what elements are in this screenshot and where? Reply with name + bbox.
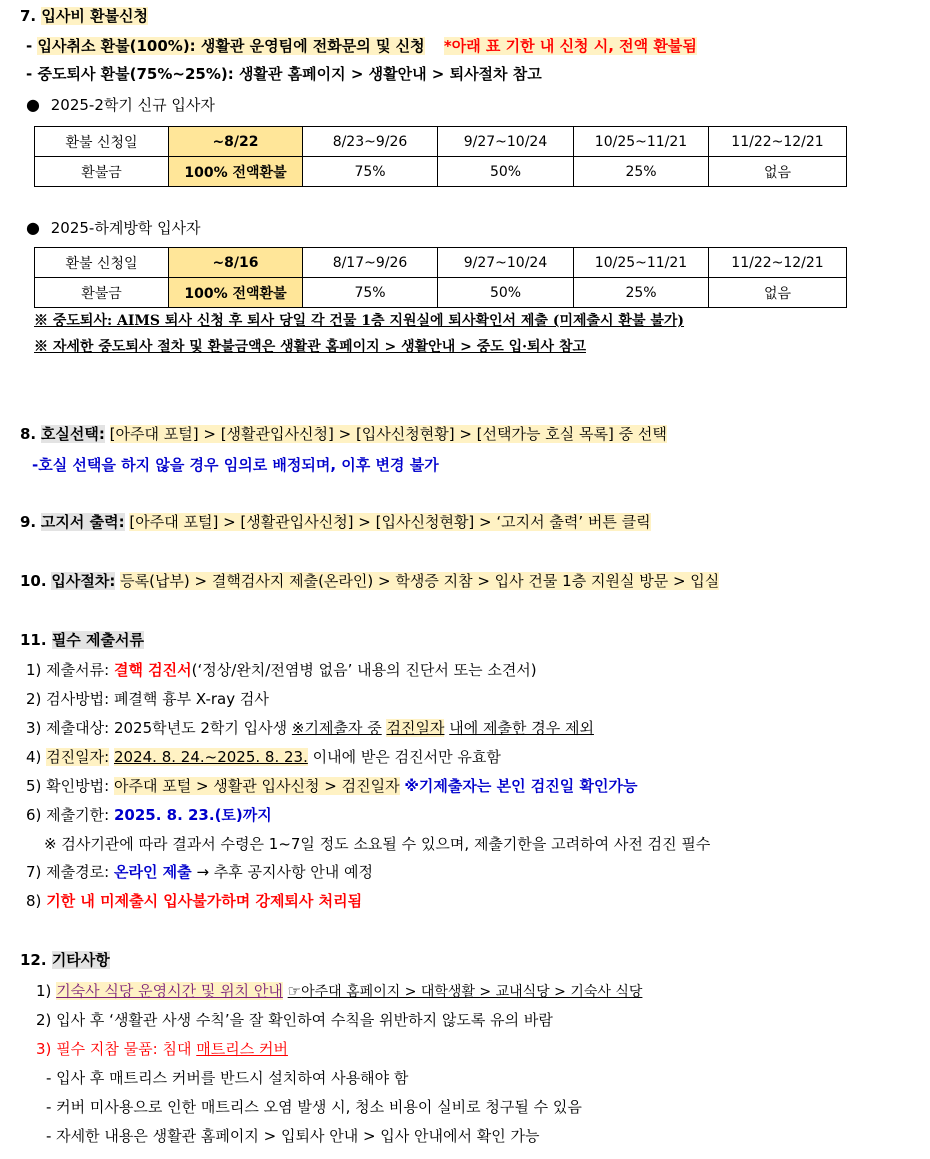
section-number: 12. xyxy=(20,951,47,969)
item-label: 7) 제출경로: xyxy=(26,863,110,881)
table-cell: 환불 신청일 xyxy=(35,248,169,278)
docs-item-8 xyxy=(26,891,362,911)
table-cell: 50% xyxy=(438,157,574,187)
table-cell: 25% xyxy=(574,157,709,187)
table-cell: 11/22~12/21 xyxy=(709,127,847,157)
table-cell: 9/27~10/24 xyxy=(438,248,574,278)
table-cell: 환불금 xyxy=(35,278,169,308)
section-10-heading xyxy=(20,571,719,591)
forced-exit-warning: 기한 내 미제출시 입사불가하며 강제퇴사 처리됨 xyxy=(46,892,363,910)
item-text: 이내에 받은 검진서만 유효함 xyxy=(312,748,501,766)
docs-item-4 xyxy=(26,747,501,767)
table1-caption xyxy=(26,95,215,115)
etc-detail-2: - 커버 미사용으로 인한 매트리스 오염 발생 시, 청소 비용이 실비로 청구될 수 있음 xyxy=(46,1098,582,1116)
docs-item-2: 2) 검사방법: 폐결핵 흉부 X-ray 검사 xyxy=(26,690,269,708)
table-row xyxy=(35,248,847,278)
deadline: 2025. 8. 23.(토)까지 xyxy=(113,806,272,824)
item-label: 3) xyxy=(36,1040,52,1058)
item-text: (‘정상/완치/전염병 없음’ 내용의 진단서 또는 소견서) xyxy=(191,661,537,679)
item-label: 3) 제출대상: 2025학년도 2학기 입사생 xyxy=(26,719,288,737)
midway-refund-line xyxy=(26,64,542,84)
item-label: 1) 제출서류: xyxy=(26,661,110,679)
table-cell: 없음 xyxy=(709,157,847,187)
item-text: 내에 제출한 경우 제외 xyxy=(449,719,594,737)
dash: - xyxy=(26,37,33,55)
refund-detail-note: ※ 자세한 중도퇴사 절차 및 환불금액은 생활관 홈페이지 > 생활안내 > 중도 입·퇴사 참고 xyxy=(34,339,586,355)
midway-refund-text: 중도퇴사 환불(75%~25%): 생활관 홈페이지 > 생활안내 > 퇴사절차 참고 xyxy=(37,65,542,83)
table-cell: 환불 신청일 xyxy=(35,127,169,157)
item-note: ※기제출자는 본인 검진일 확인가능 xyxy=(404,777,638,795)
item-highlight: 검진일자 xyxy=(386,719,445,737)
pointing-hand-icon: ☞ xyxy=(287,982,302,1000)
docs-item-7 xyxy=(26,862,373,882)
etc-item-2: 2) 입사 후 ‘생활관 사생 수칙’을 잘 확인하여 수칙을 위반하지 않도록 유의 바람 xyxy=(36,1011,553,1029)
dash: - xyxy=(26,65,33,83)
full-refund-note: *아래 표 기한 내 신청 시, 전액 환불됨 xyxy=(443,37,697,55)
bullet-icon: ● xyxy=(26,218,40,237)
item-highlight: 검진일자: xyxy=(46,748,110,766)
table-row xyxy=(35,157,847,187)
table-cell: 10/25~11/21 xyxy=(574,248,709,278)
etc-detail-1: - 입사 후 매트리스 커버를 반드시 설치하여 사용해야 함 xyxy=(46,1069,409,1087)
table-cell: 8/17~9/26 xyxy=(303,248,438,278)
table-cell: 환불금 xyxy=(35,157,169,187)
section-7-heading xyxy=(20,6,148,26)
room-select-note: -호실 선택을 하지 않을 경우 임의로 배정되며, 이후 변경 불가 xyxy=(32,456,439,474)
table-cell: 8/23~9/26 xyxy=(303,127,438,157)
section-title: 호실선택: xyxy=(40,425,105,443)
table-cell: ~8/16 xyxy=(169,248,303,278)
table-cell: 75% xyxy=(303,278,438,308)
table-cell: 100% 전액환불 xyxy=(169,157,303,187)
bullet-icon: ● xyxy=(26,95,40,114)
cafeteria-path: 아주대 홈페이지 > 대학생활 > 교내식당 > 기숙사 식당 xyxy=(301,984,643,1000)
item-highlight: 아주대 포털 > 생활관 입사신청 > 검진일자 xyxy=(113,777,400,795)
table2-caption-text: 2025-하계방학 입사자 xyxy=(50,219,201,237)
section-11-heading xyxy=(20,630,144,650)
etc-item-1 xyxy=(36,981,642,1002)
table-cell: 50% xyxy=(438,278,574,308)
submit-online: 온라인 제출 xyxy=(113,863,192,881)
cancel-refund-text: 입사취소 환불(100%): 생활관 운영팀에 전화문의 및 신청 xyxy=(37,37,425,55)
section-title: 필수 제출서류 xyxy=(51,631,144,649)
section-12-heading xyxy=(20,950,110,970)
item-label: 6) 제출기한: xyxy=(26,806,110,824)
item-label: 5) 확인방법: xyxy=(26,777,110,795)
check-in-path: 등록(납부) > 결핵검사지 제출(온라인) > 학생증 지참 > 입사 건물 1층 지원실 방문 > 입실 xyxy=(120,572,720,590)
table-cell: 11/22~12/21 xyxy=(709,248,847,278)
table-cell: 75% xyxy=(303,157,438,187)
docs-item-6-note: ※ 검사기관에 따라 결과서 수령은 1~7일 정도 소요될 수 있으며, 제출기한을 고려하여 사전 검진 필수 xyxy=(44,835,711,853)
docs-item-6 xyxy=(26,805,272,825)
section-title: 기타사항 xyxy=(51,951,110,969)
table-row xyxy=(35,127,847,157)
table-cell: ~8/22 xyxy=(169,127,303,157)
midway-exit-note: ※ 중도퇴사: AIMS 퇴사 신청 후 퇴사 당일 각 건물 1층 지원실에 퇴사확인서 제출 (미제출시 환불 불가) xyxy=(34,313,685,329)
refund-table-fall xyxy=(34,126,847,187)
section-number: 7. xyxy=(20,7,37,25)
table-cell: 25% xyxy=(574,278,709,308)
section-number: 8. xyxy=(20,425,37,443)
section-title: 입사비 환불신청 xyxy=(41,7,149,25)
etc-detail-3: - 자세한 내용은 생활관 홈페이지 > 입퇴사 안내 > 입사 안내에서 확인 가능 xyxy=(46,1127,540,1145)
room-select-path: [아주대 포털] > [생활관입사신청] > [입사신청현황] > [선택가능 호실 목록] 중 선택 xyxy=(109,425,667,443)
item-text: ※기제출자 중 xyxy=(291,719,382,737)
cancel-refund-line xyxy=(26,36,697,56)
item-label: 8) xyxy=(26,892,42,910)
section-title: 입사절차: xyxy=(51,572,116,590)
table-row xyxy=(35,278,847,308)
table2-caption xyxy=(26,218,201,238)
docs-item-1 xyxy=(26,660,537,680)
table1-caption-text: 2025-2학기 신규 입사자 xyxy=(50,96,215,114)
section-9-heading xyxy=(20,512,651,532)
item-label: 4) xyxy=(26,748,42,766)
exam-date-range: 2024. 8. 24.~2025. 8. 23. xyxy=(113,748,308,766)
section-8-heading xyxy=(20,424,667,444)
table-cell: 없음 xyxy=(709,278,847,308)
item-text: → 추후 공지사항 안내 예정 xyxy=(196,863,373,881)
docs-item-3 xyxy=(26,718,594,738)
item-label: 1) xyxy=(36,982,52,1000)
table-cell: 10/25~11/21 xyxy=(574,127,709,157)
table-cell: 9/27~10/24 xyxy=(438,127,574,157)
section-number: 10. xyxy=(20,572,47,590)
mattress-cover: 매트리스 커버 xyxy=(196,1040,288,1058)
section-title: 고지서 출력: xyxy=(40,513,125,531)
refund-table-summer xyxy=(34,247,847,308)
required-item: 필수 지참 물품: 침대 xyxy=(56,1040,192,1058)
tb-certificate: 결핵 검진서 xyxy=(113,661,192,679)
docs-item-5 xyxy=(26,776,637,796)
section-number: 9. xyxy=(20,513,37,531)
etc-item-3 xyxy=(36,1039,288,1059)
bill-print-path: [아주대 포털] > [생활관입사신청] > [입사신청현황] > ‘고지서 출력’ 버튼 클릭 xyxy=(129,513,651,531)
section-number: 11. xyxy=(20,631,47,649)
table-cell: 100% 전액환불 xyxy=(169,278,303,308)
cafeteria-info-link[interactable]: 기숙사 식당 운영시간 및 위치 안내 xyxy=(56,982,283,1000)
